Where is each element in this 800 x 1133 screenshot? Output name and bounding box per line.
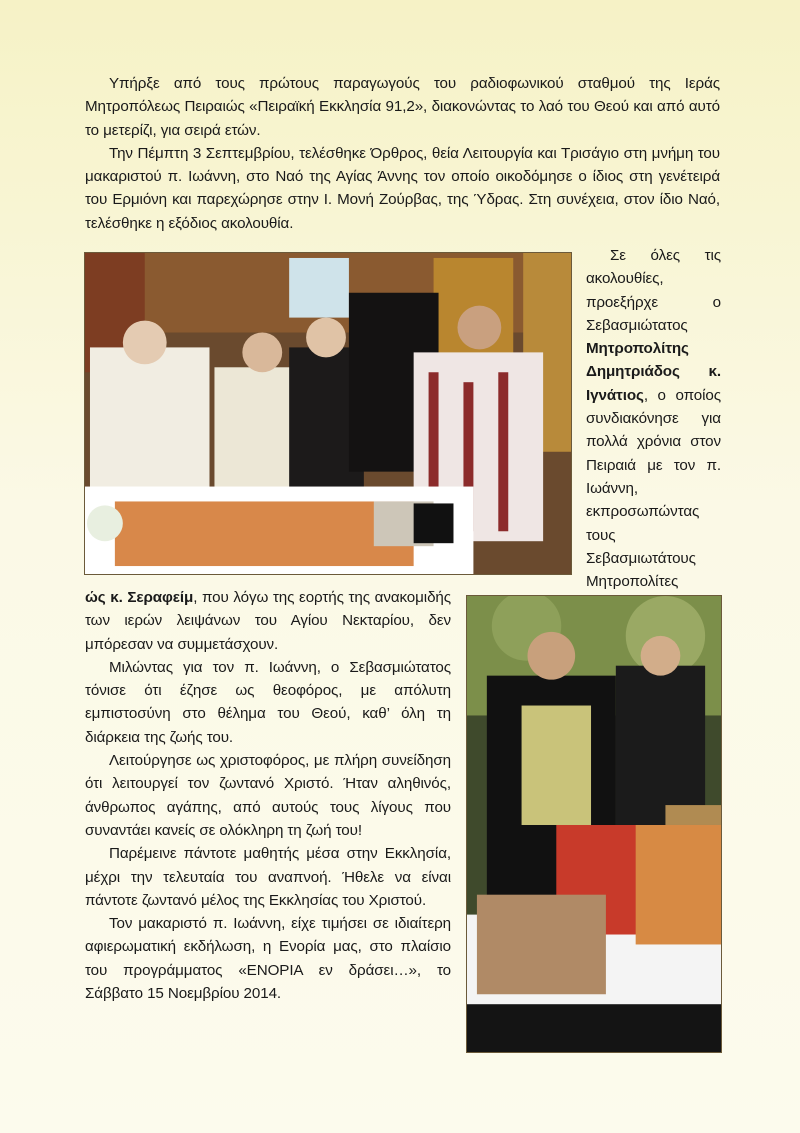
side-text-a: Σε όλες τις ακολουθίες, προεξήρχε ο Σεβασμιώτατος [586,247,721,334]
left-paragraph-5: Τον μακαριστό π. Ιωάννη, είχε τιμήσει σε ιδιαίτερη αφιερωματική εκδήλωση, η Ενορία μας, στο πλαίσιο του προγράμματος «ΕΝΟΡΙΑ εν δράσει…», το Σάββατο 15 Νοεμβρίου 2014. [85,915,451,1003]
intro-paragraph-2: Την Πέμπτη 3 Σεπτεμβρίου, τελέσθηκε Όρθρος, θεία Λειτουργία και Τρισάγιο στη μνήμη του μακαριστού π. Ιωάννη, στο Ναό της Αγίας Άννης τον οποίο οικοδόμησε ο ίδιος στη γενέτειρά του Ερμιόνη και παρεχώρησε στην Ι. Μονή Ζούρβας, της Ύδρας. Στη συνέχεια, στον ίδιο Ναό, τελέσθηκε η εξόδιος ακολουθία. [85,144,720,232]
photo-funeral-service [84,252,572,575]
photo-farewell [466,595,722,1053]
left-paragraph-2: Μιλώντας για τον π. Ιωάννη, ο Σεβασμιώτατος τόνισε ότι έζησε ως θεοφόρος, με απόλυτη εμπιστοσύνη στο θέλημα του Θεού, καθ’ όλη τη διάρκεια της ζωής του. [85,658,451,746]
left-bold-name: ώς κ. Σεραφείμ [85,589,194,606]
left-paragraph-4: Παρέμεινε πάντοτε μαθητής μέσα στην Εκκλησία, μέχρι την τελευταία του αναπνοή. Ήθελε να είναι πάντοτε ζωντανό μέλος της Εκκλησίας του Χριστού. [85,845,451,909]
intro-text [85,72,720,235]
photo-funeral-service-image [85,253,571,574]
side-column-text [586,244,721,640]
side-text-c: , ο οποίος συνδιακόνησε για πολλά χρόνια στον Πειραιά με τον π. Ιωάννη, εκπροσωπώντας τους Σεβασμιωτάτους Μητροπολίτες [586,386,721,591]
side-paragraph [586,244,721,640]
photo-farewell-image [467,596,721,1052]
left-text-b: , που λόγω της εορτής της ανακομιδής των ιερών λειψάνων του Αγίου Νεκταρίου, δεν μπόρεσαν να συμμετάσχουν. [85,589,452,653]
left-paragraph-1 [85,586,451,656]
side-bold-name-1: Μητροπολίτης Δημητριάδος κ. Ιγνάτιος [586,340,721,404]
left-paragraph-3: Λειτούργησε ως χριστοφόρος, με πλήρη συνείδηση ότι λειτουργεί τον ζωντανό Χριστό. Ήταν αληθινός, άνθρωπος αγάπης, από αυτούς τους λίγους που συναντάει κανείς σε ολόκληρη τη ζωή του! [85,752,451,839]
intro-paragraph-1: Υπήρξε από τους πρώτους παραγωγούς του ραδιοφωνικού σταθμού της Ιεράς Μητροπόλεως Πειραιώς «Πειραϊκή Εκκλησία 91,2», διακονώντας το λαό του Θεού και από αυτό το μετερίζι, για σειρά ετών. [85,75,720,139]
left-column-text [85,586,451,1005]
